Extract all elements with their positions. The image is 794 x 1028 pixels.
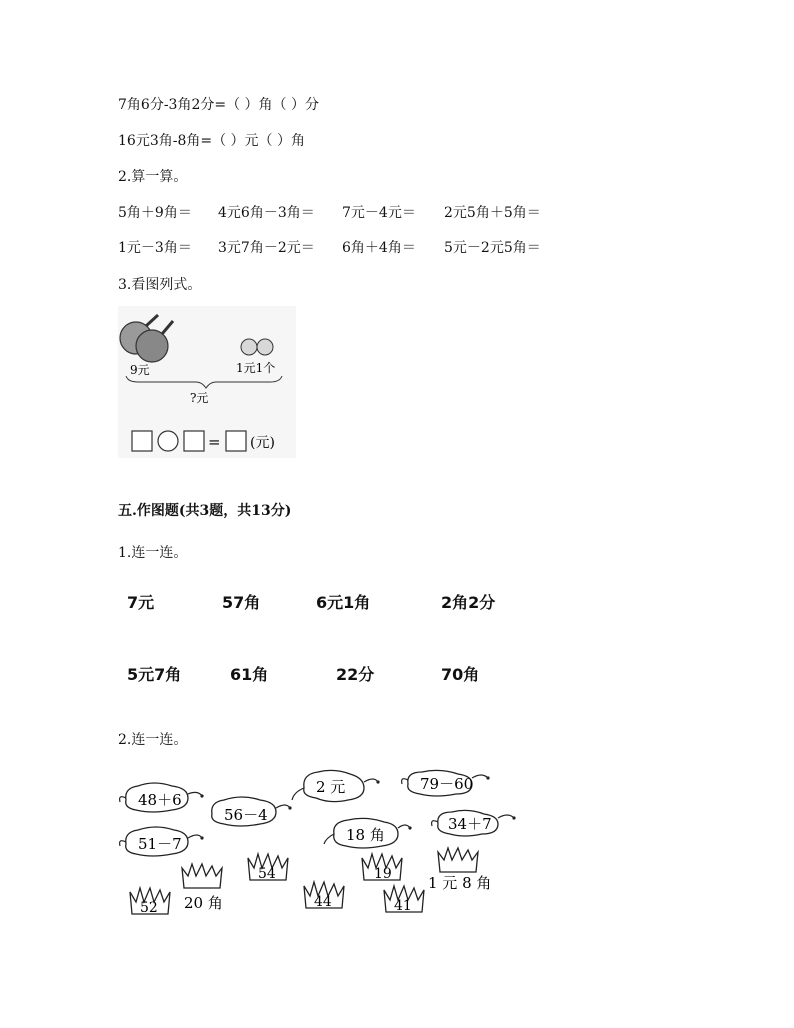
grass-label: 19: [374, 866, 392, 882]
connect-1-top-1[interactable]: 7元: [127, 593, 155, 612]
bug-label: 18 角: [346, 826, 385, 844]
total-label: ?元: [190, 391, 209, 405]
calc-1-1: 5角＋9角＝: [118, 205, 192, 221]
bug-56-minus-4[interactable]: [212, 797, 292, 826]
exercise-line-1: 7角6分-3角2分=（ ）角（ ）分: [118, 97, 319, 113]
answer-box[interactable]: [132, 431, 152, 451]
bug-18-jiao[interactable]: [324, 818, 412, 848]
bug-48-plus-6[interactable]: [120, 783, 204, 812]
bug-label: 2 元: [316, 778, 346, 796]
answer-box[interactable]: [184, 431, 204, 451]
connect-1-top-4[interactable]: 2角2分: [441, 593, 496, 612]
grass-label: 54: [258, 866, 276, 882]
unit-label: (元): [250, 435, 275, 451]
connect-1-title: 1.连一连。: [118, 545, 188, 561]
brace: [126, 376, 282, 388]
label-1-yuan-8-jiao: 1 元 8 角: [428, 874, 492, 892]
calc-2-3: 6角＋4角＝: [342, 240, 416, 256]
equals-sign: =: [208, 433, 221, 451]
grass-54[interactable]: [248, 854, 288, 882]
bug-label: 56－4: [224, 806, 268, 824]
picture-equation-figure: [118, 306, 296, 458]
grass-1-yuan-8-jiao[interactable]: [438, 848, 478, 872]
bug-2-yuan[interactable]: [292, 770, 380, 801]
calc-1-3: 7元－4元＝: [342, 205, 416, 221]
left-price-label: 9元: [130, 363, 150, 377]
answer-box[interactable]: [226, 431, 246, 451]
grass-label: 44: [314, 894, 332, 910]
connect-1-top-3[interactable]: 6元1角: [316, 593, 371, 612]
grass-52[interactable]: [130, 888, 170, 916]
right-price-label: 1元1个: [236, 361, 276, 375]
calc-2-1: 1元－3角＝: [118, 240, 192, 256]
grass-19[interactable]: [362, 854, 402, 882]
exercise-line-2: 16元3角-8角=（ ）元（ ）角: [118, 133, 305, 149]
bug-label: 48＋6: [138, 791, 182, 809]
bug-label: 51－7: [138, 835, 182, 853]
bug-51-minus-7[interactable]: [120, 827, 204, 856]
grass-label: 41: [394, 898, 412, 914]
calc-1-4: 2元5角＋5角＝: [444, 205, 541, 221]
ball-icon: [241, 339, 257, 355]
calc-1-2: 4元6角－3角＝: [218, 205, 315, 221]
calc-2-4: 5元－2元5角＝: [444, 240, 541, 256]
grass-41[interactable]: [384, 886, 424, 914]
grass-label: 52: [140, 900, 158, 916]
bug-label: 79－60: [420, 775, 474, 793]
grass-44[interactable]: [304, 882, 344, 910]
operator-circle[interactable]: [158, 431, 178, 451]
bug-79-minus-60[interactable]: [402, 770, 490, 796]
connect-1-bottom-1[interactable]: 5元7角: [127, 665, 182, 684]
connect-2-figure: [112, 762, 532, 922]
connect-2-title: 2.连一连。: [118, 732, 188, 748]
section-5-title: 五.作图题(共3题，共13分): [118, 503, 292, 519]
grass-20-jiao[interactable]: [182, 864, 222, 888]
question-2-title: 2.算一算。: [118, 169, 188, 185]
bug-34-plus-7[interactable]: [432, 810, 516, 836]
bug-label: 34＋7: [448, 815, 492, 833]
ball-icon: [257, 339, 273, 355]
connect-1-bottom-3[interactable]: 22分: [336, 665, 375, 684]
connect-1-bottom-4[interactable]: 70角: [441, 665, 480, 684]
connect-1-bottom-2[interactable]: 61角: [230, 665, 269, 684]
question-3-title: 3.看图列式。: [118, 277, 202, 293]
calc-2-2: 3元7角－2元＝: [218, 240, 315, 256]
label-20-jiao: 20 角: [184, 894, 223, 912]
connect-1-top-2[interactable]: 57角: [222, 593, 261, 612]
